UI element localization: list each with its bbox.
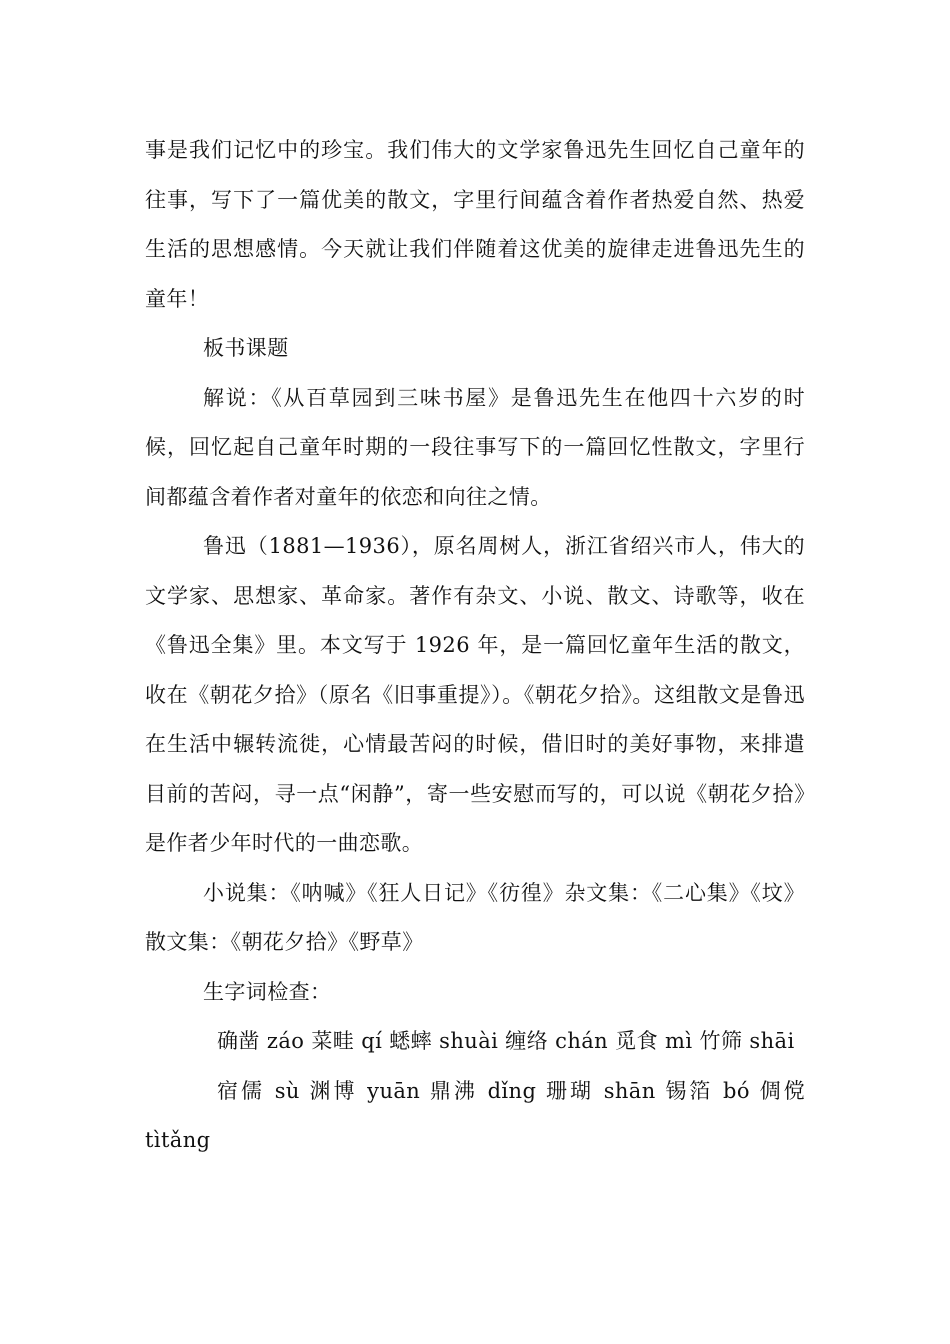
vocab-line-1: 确凿 záo 菜畦 qí 蟋蟀 shuài 缠络 chán 觅食 mì 竹筛 shāi xyxy=(217,1029,795,1053)
explanation-paragraph: 解说：《从百草园到三味书屋》是鲁迅先生在他四十六岁的时候，回忆起自己童年时期的一段往事写下的一篇回忆性散文，字里行间都蕴含着作者对童年的依恋和向往之情。 xyxy=(145,385,805,509)
vocab-heading: 生字词检查： xyxy=(203,979,332,1004)
board-title-paragraph: 板书课题 xyxy=(203,336,289,360)
author-bio-paragraph: 鲁迅（1881—1936），原名周树人，浙江省绍兴市人，伟大的文学家、思想家、革命家。著作有杂文、小说、散文、诗歌等，收在《鲁迅全集》里。本文写于 1926 年，是一篇回忆童年生活的散文，收在《朝花夕拾》（原名《旧事重提》）。《朝花夕拾》。这组散文是鲁迅在生活中辗转流徙，心情最苦闷的时候，借旧时的美好事物，来排遣目前的苦闷，寻一点“闲静”，寄一些安慰而写的，可以说《朝花夕拾》是作者少年时代的一曲恋歌。 xyxy=(145,534,805,855)
intro-paragraph: 事是我们记忆中的珍宝。我们伟大的文学家鲁迅先生回忆自己童年的往事，写下了一篇优美的散文，字里行间蕴含着作者热爱自然、热爱生活的思想感情。今天就让我们伴随着这优美的旋律走进鲁迅先生的童年！ xyxy=(145,138,805,311)
document-body xyxy=(145,126,805,1166)
works-paragraph: 小说集：《呐喊》《狂人日记》《彷徨》杂文集：《二心集》《坟》散文集：《朝花夕拾》《野草》 xyxy=(145,880,805,954)
vocab-line-2: 宿儒 sù 渊博 yuān 鼎沸 dǐng 珊瑚 shān 锡箔 bó 倜傥 tìtǎng xyxy=(145,1078,805,1152)
